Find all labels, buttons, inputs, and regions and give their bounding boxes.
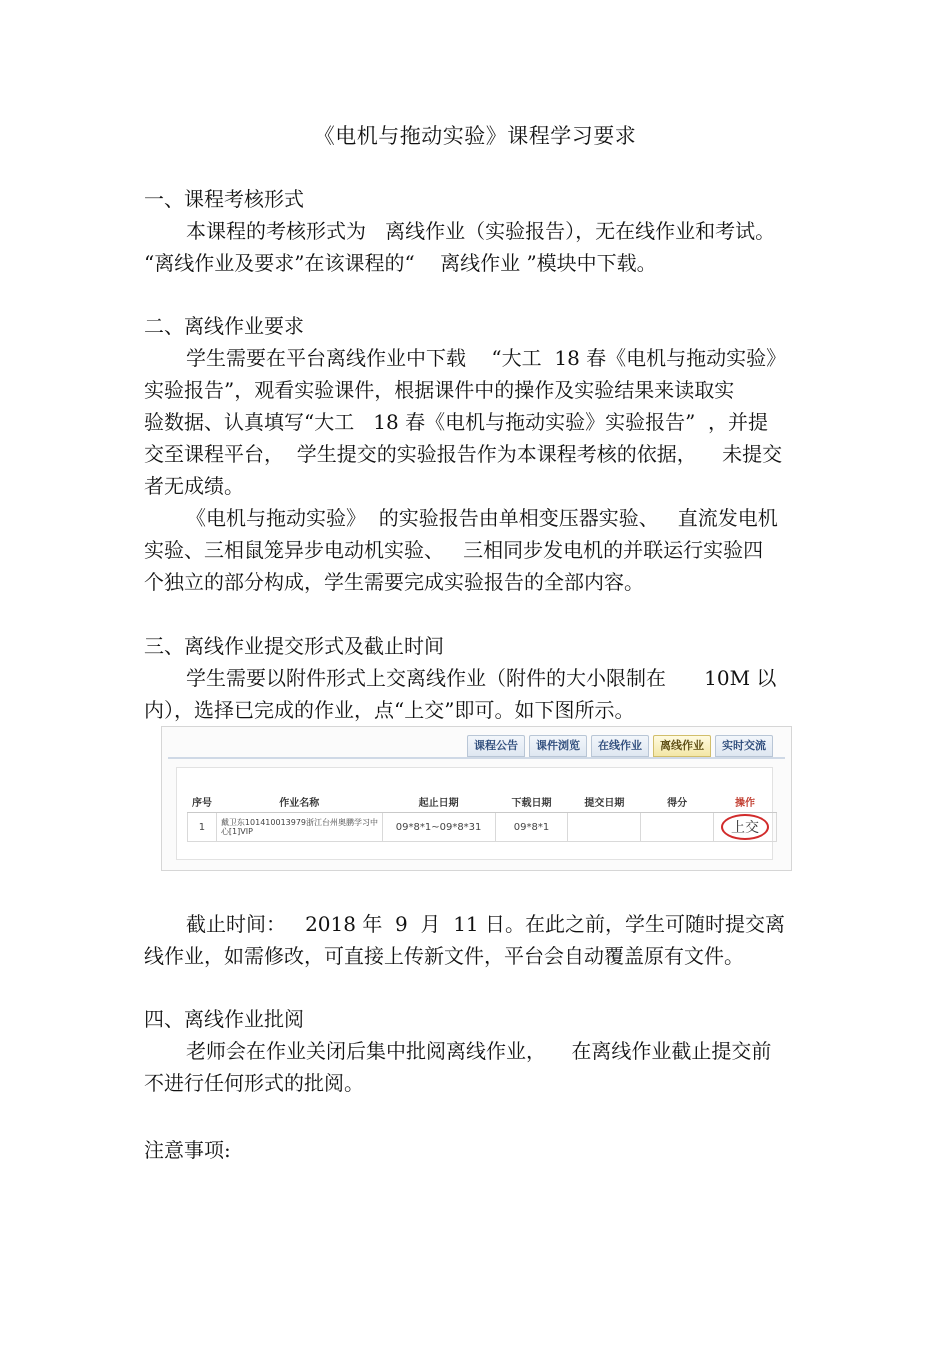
section-heading: 四、离线作业批阅	[144, 1007, 304, 1031]
embedded-screenshot	[161, 726, 792, 871]
column-header: 作业名称	[216, 790, 382, 813]
tab-live-chat[interactable]: 实时交流	[715, 735, 773, 757]
tab-offline-homework[interactable]: 离线作业	[653, 735, 711, 757]
paragraph-line: 交至课程平台， 学生提交的实验报告作为本课程考核的依据， 未提交	[144, 442, 783, 466]
paragraph-line: 老师会在作业关闭后集中批阅离线作业， 在离线作业截止提交前	[186, 1039, 772, 1063]
homework-table	[187, 790, 777, 842]
course-tabs	[467, 735, 773, 757]
paragraph-line: 线作业，如需修改，可直接上传新文件，平台会自动覆盖原有文件。	[144, 944, 744, 968]
submit-date	[568, 813, 641, 842]
paragraph-line: 内），选择已完成的作业，点“上交”即可。如下图所示。	[144, 698, 635, 722]
table-header-row	[188, 790, 777, 813]
row-index: 1	[188, 813, 217, 842]
paragraph-line: “离线作业及要求”在该课程的“ 离线作业 ”模块中下载。	[144, 251, 657, 275]
paragraph-line: 截止时间： 2018 年 9 月 11 日。在此之前，学生可随时提交离	[186, 912, 786, 936]
section-assessment	[144, 183, 809, 279]
tab-online-homework[interactable]: 在线作业	[591, 735, 649, 757]
tab-courseware[interactable]: 课件浏览	[529, 735, 587, 757]
section-heading: 三、离线作业提交形式及截止时间	[144, 634, 444, 658]
section-heading: 二、离线作业要求	[144, 314, 304, 338]
homework-panel	[176, 767, 773, 860]
paragraph-line: 《电机与拖动实验》 的实验报告由单相变压器实验、 直流发电机	[186, 506, 778, 530]
action-cell	[714, 813, 777, 842]
page-title: 《电机与拖动实验》课程学习要求	[313, 124, 637, 148]
download-date: 09*8*1	[495, 813, 568, 842]
paragraph-line: 学生需要以附件形式上交离线作业（附件的大小限制在 10M 以	[186, 666, 777, 690]
paragraph-line: 验数据、认真填写“大工 18 春《电机与拖动实验》实验报告” ，并提	[144, 410, 769, 434]
column-header: 起止日期	[382, 790, 495, 813]
paragraph-line: 实验报告”，观看实验课件，根据课件中的操作及实验结果来读取实	[144, 378, 735, 402]
notes-section	[144, 1134, 809, 1166]
table-row	[188, 813, 777, 842]
section-offline-requirements	[144, 310, 809, 598]
paragraph-line: 本课程的考核形式为 离线作业（实验报告），无在线作业和考试。	[186, 219, 776, 243]
column-header: 提交日期	[568, 790, 641, 813]
tab-divider	[168, 757, 785, 759]
notes-heading: 注意事项:	[144, 1138, 231, 1162]
paragraph-line: 者无成绩。	[144, 474, 244, 498]
paragraph-line: 不进行任何形式的批阅。	[144, 1071, 364, 1095]
submit-button[interactable]: 上交	[721, 814, 769, 840]
section-heading: 一、课程考核形式	[144, 187, 304, 211]
column-header: 序号	[188, 790, 217, 813]
tab-announcements[interactable]: 课程公告	[467, 735, 525, 757]
paragraph-line: 学生需要在平台离线作业中下载 “大工 18 春《电机与拖动实验》	[186, 346, 787, 370]
score	[641, 813, 714, 842]
column-header: 得分	[641, 790, 714, 813]
paragraph-line: 个独立的部分构成，学生需要完成实验报告的全部内容。	[144, 570, 644, 594]
section-submission	[144, 630, 809, 726]
homework-name: 戴卫东101410013979浙江台州奥鹏学习中心[1]VIP	[216, 813, 382, 842]
column-header: 下载日期	[495, 790, 568, 813]
section-grading	[144, 1003, 809, 1099]
deadline-paragraph	[144, 908, 809, 972]
column-header: 操作	[714, 790, 777, 813]
paragraph-line: 实验、三相鼠笼异步电动机实验、 三相同步发电机的并联运行实验四	[144, 538, 764, 562]
date-range: 09*8*1~09*8*31	[382, 813, 495, 842]
